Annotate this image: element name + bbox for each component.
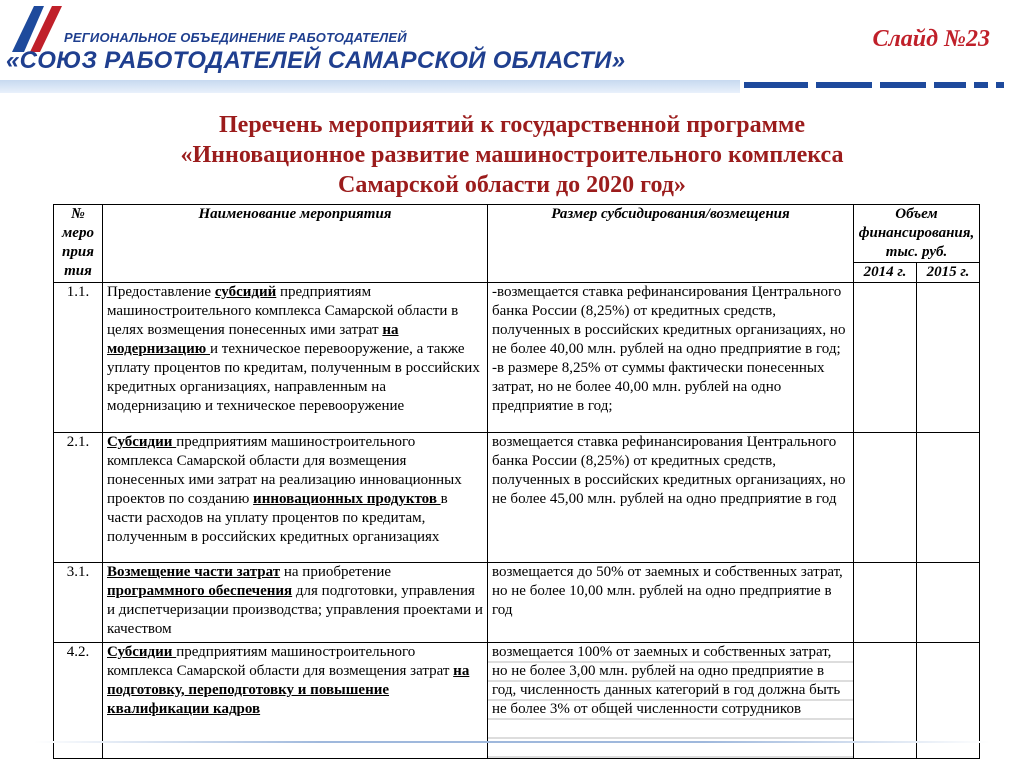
name-text: предприятиям машиностроительного комплекса Самарской области в целях возмещения понесенных ими затрат <box>107 284 459 338</box>
table-row <box>54 563 980 643</box>
name-emphasis: субсидий <box>214 284 277 300</box>
org-subtitle: РЕГИОНАЛЬНОЕ ОБЪЕДИНЕНИЕ РАБОТОДАТЕЛЕЙ <box>64 30 407 45</box>
row-number: 4.2. <box>54 643 103 759</box>
row-number: 3.1. <box>54 563 103 643</box>
footer-divider <box>34 741 990 743</box>
row-size: -возмещается ставка рефинансирования Центрального банка России (8,25%) от кредитных средств, полученных в российских кредитных организациях, но не более 40,00 млн. рублей на одно предприятие в год; -в размере 8,25% от суммы фактически понесенных затрат, но не более 40,00 млн. рублей на одно предприятие в год; <box>488 283 854 433</box>
row-name <box>103 563 488 643</box>
header-size: Размер субсидирования/возмещения <box>488 205 854 283</box>
table-row <box>54 283 980 433</box>
title-line: «Инновационное развитие машиностроительного комплекса <box>180 142 844 168</box>
slide-title <box>0 110 1024 200</box>
name-emphasis: на модернизацию <box>107 322 399 357</box>
row-2015 <box>917 283 980 433</box>
name-emphasis: Возмещение части затрат <box>107 564 281 580</box>
header-year-2015: 2015 г. <box>917 263 980 283</box>
row-size: возмещается ставка рефинансирования Центрального банка России (8,25%) от кредитных средств, полученных в российских кредитных организациях, но не более 45,00 млн. рублей на одно предприятие в год <box>488 433 854 563</box>
slide-number: Слайд №23 <box>872 26 990 52</box>
name-emphasis: программного обеспечения <box>107 583 293 599</box>
row-number: 2.1. <box>54 433 103 563</box>
name-emphasis: на подготовку, переподготовку и повышение квалификации кадров <box>107 663 470 717</box>
org-name: «СОЮЗ РАБОТОДАТЕЛЕЙ САМАРСКОЙ ОБЛАСТИ» <box>6 47 626 74</box>
row-name <box>103 283 488 433</box>
header-year-2014: 2014 г. <box>854 263 917 283</box>
row-2014 <box>854 283 917 433</box>
name-text: и техническое перевооружение, а также уплату процентов по кредитам, полученным в российских кредитных организациях, направленным на модернизацию и техническое перевооружение <box>107 341 480 414</box>
header-dash <box>934 82 966 88</box>
name-emphasis: инновационных продуктов <box>253 491 441 507</box>
measures-table <box>53 204 980 759</box>
name-text: для подготовки, управления и диспетчеризации производства; управления проектами и качеством <box>107 583 483 637</box>
name-text: в части расходов на уплату процентов по кредитам, полученным в российских кредитных организациях <box>107 491 448 545</box>
name-text: предприятиям машиностроительного комплекса Самарской области для возмещения затрат <box>107 644 454 679</box>
header-volume: Объем финансирования, тыс. руб. <box>854 205 980 263</box>
row-name <box>103 433 488 563</box>
name-text: Предоставление <box>107 284 215 300</box>
row-2014 <box>854 563 917 643</box>
title-line: Перечень мероприятий к государственной программе <box>219 112 805 138</box>
name-text: предприятиям машиностроительного комплекса Самарской области для возмещения понесенных ими затрат на реализацию инновационных проектов по созданию <box>107 434 462 507</box>
header-num: № меро прия тия <box>54 205 103 283</box>
header-dash <box>816 82 872 88</box>
header-dash <box>996 82 1004 88</box>
row-size: возмещается до 50% от заемных и собственных затрат, но не более 10,00 млн. рублей на одно предприятие в год <box>488 563 854 643</box>
name-emphasis: Субсидии <box>107 434 177 450</box>
title-line: Самарской области до 2020 год» <box>338 172 686 198</box>
table-header-row <box>54 205 980 263</box>
header-dash <box>744 82 808 88</box>
header-dash <box>880 82 926 88</box>
row-size: возмещается 100% от заемных и собственных затрат, но не более 3,00 млн. рублей на одно предприятие в год, численность данных категорий в год должна быть не более 3% от общей численности сотрудников <box>488 643 854 759</box>
row-2014 <box>854 433 917 563</box>
name-text: на приобретение <box>280 564 392 580</box>
row-number: 1.1. <box>54 283 103 433</box>
slide-header <box>0 0 1024 110</box>
header-dash <box>974 82 988 88</box>
header-stripe <box>0 80 740 93</box>
row-2015 <box>917 563 980 643</box>
name-emphasis: Субсидии <box>107 644 177 660</box>
table-row <box>54 433 980 563</box>
header-name: Наименование мероприятия <box>103 205 488 283</box>
row-2015 <box>917 433 980 563</box>
